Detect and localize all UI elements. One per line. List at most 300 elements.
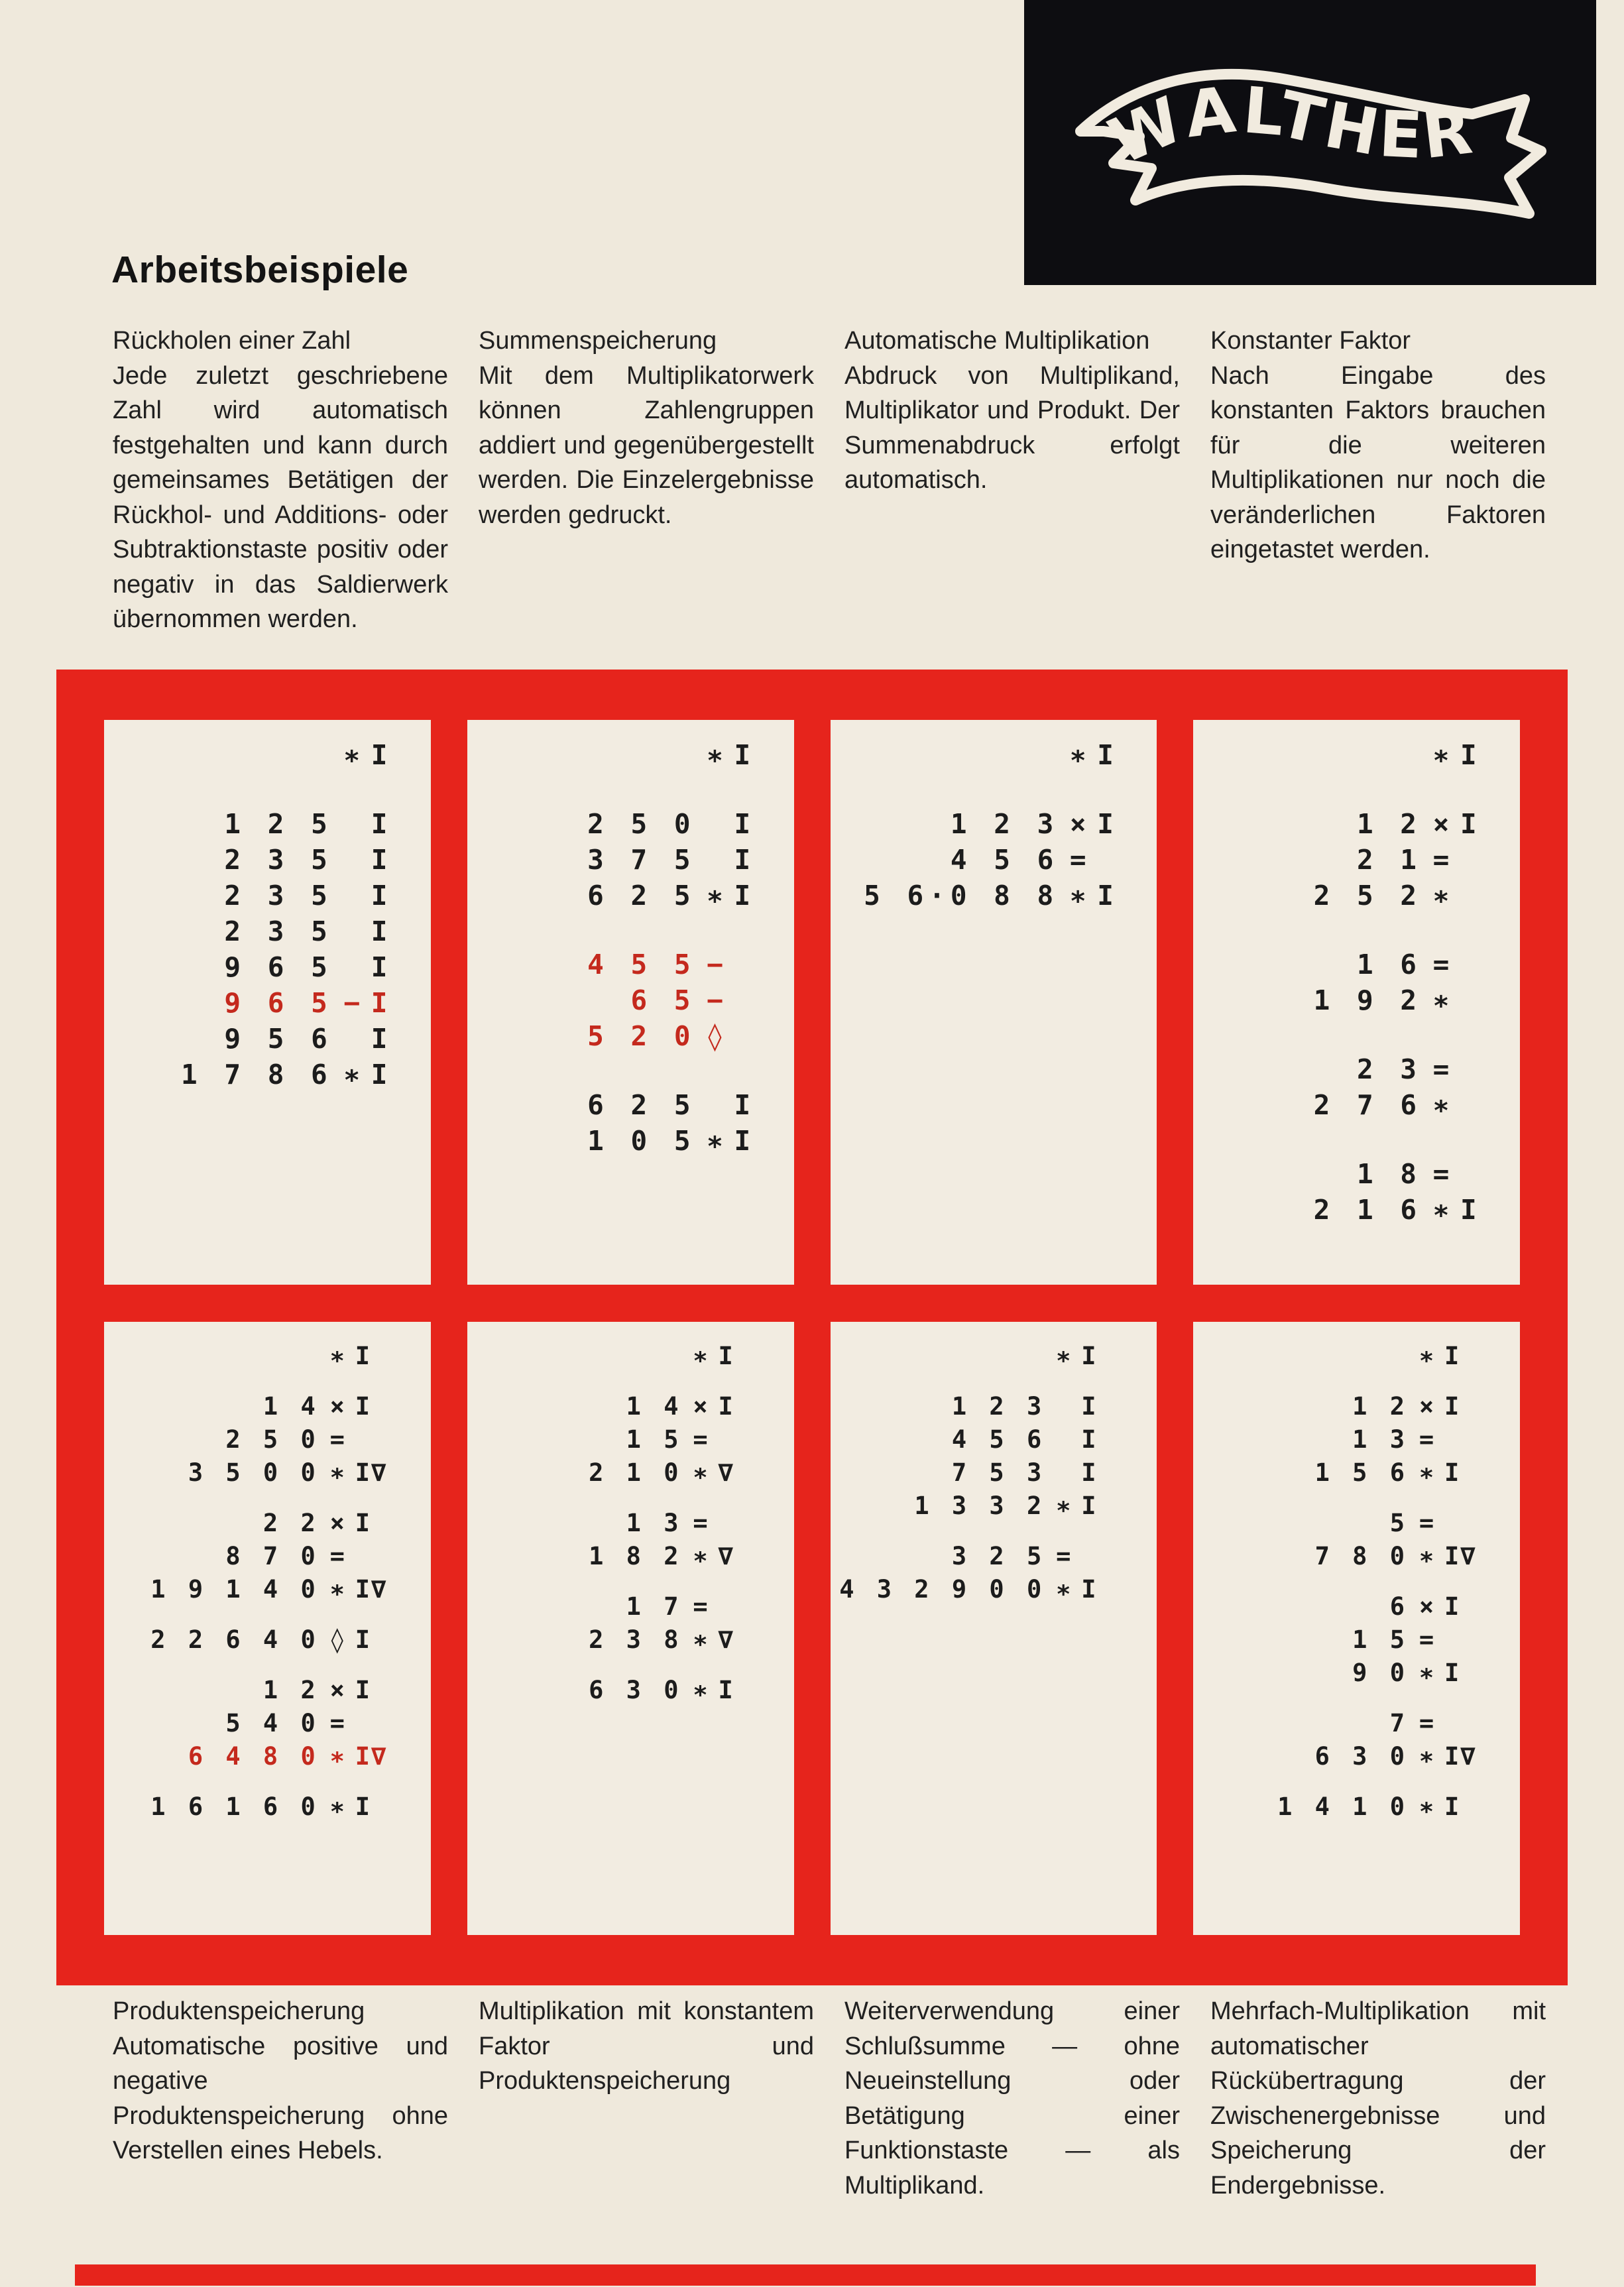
tape-gap: [490, 773, 772, 806]
tape-operator-symbol: ×: [329, 1391, 345, 1421]
tape-number: 2 2 6 4 0: [150, 1625, 319, 1654]
tape-operator-symbol: =: [1419, 1625, 1434, 1654]
tape-register-symbol: I: [355, 1391, 372, 1421]
tape-number: 1 2 3: [951, 1391, 1046, 1421]
column-title: Konstanter Faktor: [1210, 327, 1411, 355]
tape-operator-symbol: ◊: [329, 1625, 345, 1654]
column-title: Automatische Multiplikation: [844, 327, 1150, 355]
tape-line: [490, 1423, 772, 1456]
tape-line: [127, 842, 408, 878]
tape-number: 5 2 0: [587, 1020, 696, 1052]
tape-gap: [1216, 1372, 1497, 1389]
tape-operator-symbol: ∗: [693, 1541, 708, 1570]
tape-operator-symbol: ∗: [707, 739, 723, 771]
tape-number: 7 5 3: [951, 1458, 1046, 1487]
tape-register-symbol: I: [1081, 1341, 1098, 1370]
tape-line: [127, 1539, 408, 1572]
tape-line: [490, 1623, 772, 1656]
tape-operator-symbol: =: [1056, 1541, 1071, 1570]
tape-number: 1 7: [626, 1592, 683, 1621]
tape-operator-symbol: =: [329, 1708, 345, 1737]
tape-number: 1 4: [626, 1391, 683, 1421]
tape-line: [490, 1389, 772, 1423]
tape-line: [490, 947, 772, 982]
tape-operator-symbol: =: [329, 1541, 345, 1570]
tape-gap: [490, 1656, 772, 1673]
tape-register-symbol: I: [1444, 1592, 1461, 1621]
tape-operator-symbol: ∗: [329, 1574, 345, 1604]
tape-register-symbol: I: [1081, 1425, 1098, 1454]
tape-number: 1 3: [626, 1508, 683, 1537]
caption-body: Weiterverwendung einer Schlußsumme — ohne Neueinstellung oder Betätigung einer Funktionstaste — als Multiplikand.: [844, 1997, 1180, 2199]
tape-line: [1216, 982, 1497, 1018]
tape-operator-symbol: =: [1432, 1158, 1450, 1190]
tape-operator-symbol: =: [693, 1425, 708, 1454]
tape-line: [1216, 1192, 1497, 1228]
column-body: Mit dem Multiplikatorwerk können Zahlengruppen addiert und gegenübergestellt werden. Die Einzelergebnisse werden gedruckt.: [479, 361, 814, 529]
tape-gap: [127, 1372, 408, 1389]
tape-operator-symbol: ∗: [707, 880, 723, 911]
tape-number: 1 4 1 0: [1277, 1792, 1409, 1821]
tape-number: 2 5 0: [225, 1425, 319, 1454]
tape-number: 5: [1389, 1508, 1409, 1537]
tape-line: [490, 842, 772, 878]
tape-line: [490, 1673, 772, 1706]
tape-gap: [1216, 1572, 1497, 1590]
caption-title: Produktenspeicherung: [113, 1997, 365, 2025]
tape-line: [1216, 1456, 1497, 1489]
tape-register-symbol: I: [355, 1341, 372, 1370]
tape-line: [1216, 842, 1497, 878]
tape-operator-symbol: ∗: [693, 1675, 708, 1704]
tape-line: [1216, 1739, 1497, 1773]
tape-operator-symbol: ∗: [1432, 1089, 1450, 1121]
tape-number: 2 3 8: [589, 1625, 683, 1654]
tape-number: 1 5: [626, 1425, 683, 1454]
tape-gap: [1216, 1123, 1497, 1156]
tape-line: [127, 1389, 408, 1423]
column-body: Nach Eingabe des konstanten Faktors brauchen für die weiteren Multiplikationen nur noch die veränderlichen Faktoren eingetastet werden.: [1210, 361, 1546, 563]
tape-register-symbol: I: [371, 1023, 389, 1055]
footer-red-bar: [75, 2264, 1536, 2286]
tape-operator-symbol: ∗: [343, 1059, 361, 1090]
tape-operator-symbol: =: [1069, 844, 1086, 876]
tape-line: [853, 1423, 1135, 1456]
tape-gap: [490, 1054, 772, 1087]
tape-operator-symbol: −: [707, 949, 723, 980]
tape-gap: [490, 913, 772, 947]
tape-operator-symbol: ∗: [693, 1625, 708, 1654]
tape-line: [127, 806, 408, 842]
tape-gap: [127, 1773, 408, 1790]
tape-register-symbol: I: [1444, 1458, 1461, 1487]
tape-gap: [1216, 1773, 1497, 1790]
tape-operator-symbol: ×: [1432, 808, 1450, 840]
tape-register-symbol: I∇: [355, 1574, 388, 1604]
tape-number: 1 2: [1352, 1391, 1409, 1421]
tape-operator-symbol: ∗: [329, 1741, 345, 1771]
tape-register-symbol: I: [371, 808, 389, 840]
tape-number: 1 2: [262, 1675, 319, 1704]
description-column: [479, 323, 814, 532]
tape-register-symbol: I: [1081, 1574, 1098, 1604]
tape-line: [127, 878, 408, 913]
tape-line: [1216, 1051, 1497, 1087]
tape-number: 8 7 0: [225, 1541, 319, 1570]
tape-register-symbol: I: [1097, 808, 1115, 840]
tape-header-mark: [490, 737, 772, 773]
tape-register-symbol: I: [371, 987, 389, 1019]
tape-number: 2 2: [262, 1508, 319, 1537]
column-body: Abdruck von Multiplikand, Multiplikator und Produkt. Der Summenabdruck erfolgt automatisch.: [844, 361, 1180, 494]
tape-number: 4 5 5: [587, 949, 696, 980]
tape-register-symbol: I∇: [355, 1741, 388, 1771]
tape-line: [490, 982, 772, 1018]
tape-register-symbol: I: [718, 1341, 734, 1370]
tape-number: 6 3 0: [1314, 1741, 1409, 1771]
tape-gap: [127, 1606, 408, 1623]
column-body: Jede zuletzt geschriebene Zahl wird automatisch festgehalten und kann durch gemeinsames Betätigen der Rückhol- und Additions- oder Subtraktionstaste positiv oder negativ in das Saldierwerk übernommen werden.: [113, 361, 448, 633]
tape-operator-symbol: =: [1432, 844, 1450, 876]
tape-line: [839, 1572, 1135, 1606]
tape-line: [490, 1018, 772, 1054]
tape-number: 1 3 3 2: [914, 1491, 1046, 1520]
tape-operator-symbol: =: [1419, 1425, 1434, 1454]
tape-number: 9 6 5: [224, 987, 333, 1019]
examples-frame: [56, 670, 1568, 1985]
tape-operator-symbol: ∗: [1432, 739, 1450, 771]
tape-line: [127, 1456, 408, 1489]
tape-number: 2 7 6: [1313, 1089, 1422, 1121]
tape-number: 1 5 6: [1314, 1458, 1409, 1487]
tape-line: [1216, 1423, 1497, 1456]
tape-operator-symbol: =: [329, 1425, 345, 1454]
tape-line: [127, 949, 408, 985]
tape-register-symbol: I: [371, 880, 389, 911]
tape-number: 6 4 8 0: [188, 1741, 319, 1771]
tape-line: [853, 1489, 1135, 1522]
tape-line: [1216, 1623, 1497, 1656]
tape-operator-symbol: −: [343, 987, 361, 1019]
tape-line: [1216, 1156, 1497, 1192]
tape-line: [127, 1673, 408, 1706]
tape-register-symbol: I: [355, 1675, 372, 1704]
tape-operator-symbol: ∗: [1069, 739, 1086, 771]
tape-register-symbol: I: [355, 1792, 372, 1821]
caption-column: [113, 1994, 448, 2168]
tape-number: 1 4: [262, 1391, 319, 1421]
tape-operator-symbol: ×: [1069, 808, 1086, 840]
description-column: [1210, 323, 1546, 567]
tape-operator-symbol: =: [1432, 949, 1450, 980]
tape-line: [1216, 1087, 1497, 1123]
tape-operator-symbol: ∗: [329, 1341, 345, 1370]
tape-panel: [467, 720, 794, 1285]
tape-operator-symbol: −: [707, 984, 723, 1016]
tape-operator-symbol: ∗: [1056, 1574, 1071, 1604]
tape-line: [490, 1590, 772, 1623]
tape-register-symbol: I∇: [355, 1458, 388, 1487]
tape-panel: [831, 720, 1157, 1285]
tape-register-symbol: I: [734, 808, 752, 840]
tape-number: 1 2 3: [950, 808, 1059, 840]
column-title: Rückholen einer Zahl: [113, 327, 351, 355]
tape-operator-symbol: ∗: [1069, 880, 1086, 911]
description-column: [844, 323, 1180, 498]
walther-banner-icon: [1024, 0, 1596, 285]
tape-header-mark: [1216, 737, 1497, 773]
tape-operator-symbol: ×: [1419, 1391, 1434, 1421]
tape-operator-symbol: ∗: [329, 1458, 345, 1487]
tape-register-symbol: I: [1081, 1458, 1098, 1487]
tape-register-symbol: I: [734, 1089, 752, 1121]
tape-register-symbol: I: [1081, 1491, 1098, 1520]
tape-number: 2 1 0: [589, 1458, 683, 1487]
tape-register-symbol: I: [1097, 880, 1115, 911]
caption-column: [1210, 1994, 1546, 2203]
tape-number: 1 6 1 6 0: [150, 1792, 319, 1821]
tape-gap: [1216, 913, 1497, 947]
tape-header-mark: [490, 1339, 772, 1372]
tape-operator-symbol: ◊: [707, 1020, 723, 1052]
tape-number: 6 2 5: [587, 1089, 696, 1121]
tape-number: 3 2 5: [951, 1541, 1046, 1570]
tape-register-symbol: I: [355, 1508, 372, 1537]
tape-register-symbol: I: [1444, 1341, 1461, 1370]
tape-line: [1216, 1790, 1497, 1823]
tape-number: 4 3 2 9 0 0: [839, 1574, 1046, 1604]
tape-line: [127, 1506, 408, 1539]
tape-register-symbol: I: [1444, 1391, 1461, 1421]
tape-operator-symbol: ×: [693, 1391, 708, 1421]
tape-register-symbol: ∇: [718, 1625, 734, 1654]
tape-number: 1 3: [1352, 1425, 1409, 1454]
tape-register-symbol: I: [1444, 1792, 1461, 1821]
tape-line: [853, 1456, 1135, 1489]
tape-line: [1216, 1706, 1497, 1739]
tape-number: 2 1 6: [1313, 1194, 1422, 1226]
tape-operator-symbol: ×: [329, 1675, 345, 1704]
tape-panel: [467, 1322, 794, 1935]
tape-number: 7 8 0: [1314, 1541, 1409, 1570]
tape-gap: [490, 1572, 772, 1590]
tape-operator-symbol: ∗: [707, 1125, 723, 1157]
tape-number: 1 9 1 4 0: [150, 1574, 319, 1604]
tape-register-symbol: I: [371, 915, 389, 947]
tape-register-symbol: I: [718, 1391, 734, 1421]
tape-line: [853, 878, 1135, 913]
tape-number: 4 5 6: [951, 1425, 1046, 1454]
caption-body: Multiplikation mit konstantem Faktor und Produktenspeicherung: [479, 1997, 814, 2095]
tape-operator-symbol: ∗: [693, 1458, 708, 1487]
tape-panel: [1193, 720, 1520, 1285]
tape-operator-symbol: =: [1419, 1508, 1434, 1537]
tape-register-symbol: I: [1444, 1658, 1461, 1687]
tape-register-symbol: I: [734, 880, 752, 911]
tape-number: 1 6: [1356, 949, 1422, 980]
tape-number: 2 3 5: [224, 915, 333, 947]
tape-register-symbol: I: [371, 739, 389, 771]
tape-operator-symbol: ∗: [343, 739, 361, 771]
tape-number: 2 3: [1356, 1053, 1422, 1085]
tape-number: 1 8: [1356, 1158, 1422, 1190]
tape-number: 6 2 5: [587, 880, 696, 911]
tape-number: 2 1: [1356, 844, 1422, 876]
tape-gap: [127, 773, 408, 806]
tape-header-mark: [1216, 1339, 1497, 1372]
tape-number: 2 5 0: [587, 808, 696, 840]
tape-register-symbol: I: [734, 844, 752, 876]
tape-operator-symbol: ∗: [1419, 1658, 1434, 1687]
tape-register-symbol: I∇: [1444, 1741, 1477, 1771]
tape-number: 5 6·0 8 8: [864, 880, 1059, 911]
tape-number: 1 9 2: [1313, 984, 1422, 1016]
tape-operator-symbol: ∗: [1432, 880, 1450, 911]
tape-line: [127, 985, 408, 1021]
brand-logo-box: [1024, 0, 1596, 285]
tape-line: [853, 806, 1135, 842]
tape-register-symbol: ∇: [718, 1458, 734, 1487]
tape-register-symbol: I: [1460, 808, 1478, 840]
tape-operator-symbol: ∗: [693, 1341, 708, 1370]
tape-header-mark: [853, 1339, 1135, 1372]
tape-line: [127, 1572, 408, 1606]
tape-operator-symbol: ∗: [1419, 1458, 1434, 1487]
tape-register-symbol: I: [355, 1625, 372, 1654]
tape-line: [490, 806, 772, 842]
tape-number: 1 8 2: [589, 1541, 683, 1570]
tape-number: 9 5 6: [224, 1023, 333, 1055]
tape-operator-symbol: ∗: [1056, 1491, 1071, 1520]
tape-gap: [853, 1372, 1135, 1389]
tape-line: [127, 1057, 408, 1092]
tape-line: [853, 1389, 1135, 1423]
tape-register-symbol: I: [1081, 1391, 1098, 1421]
tape-number: 6 3 0: [589, 1675, 683, 1704]
tape-operator-symbol: =: [693, 1508, 708, 1537]
tape-number: 3 5 0 0: [188, 1458, 319, 1487]
tape-number: 1 0 5: [587, 1125, 696, 1157]
tape-register-symbol: I: [1460, 739, 1478, 771]
tape-gap: [127, 1489, 408, 1506]
tape-line: [1216, 878, 1497, 913]
column-title: Summenspeicherung: [479, 327, 717, 355]
tape-number: 3 7 5: [587, 844, 696, 876]
tape-line: [127, 1623, 408, 1656]
tape-operator-symbol: ∗: [1432, 984, 1450, 1016]
tape-register-symbol: I: [734, 739, 752, 771]
caption-body: Mehrfach-Multiplikation mit automatischer Rückübertragung der Zwischenergebnisse und Speicherung der Endergebnisse.: [1210, 1997, 1546, 2199]
tape-operator-symbol: ∗: [1419, 1792, 1434, 1821]
tape-panel: [831, 1322, 1157, 1935]
tape-register-symbol: I: [371, 1059, 389, 1090]
tape-register-symbol: I: [371, 951, 389, 983]
tape-line: [490, 1506, 772, 1539]
tape-number: 2 3 5: [224, 880, 333, 911]
tape-register-symbol: I: [371, 844, 389, 876]
tape-number: 1 5: [1352, 1625, 1409, 1654]
tape-operator-symbol: =: [1419, 1708, 1434, 1737]
tape-register-symbol: I∇: [1444, 1541, 1477, 1570]
tape-number: 2 5 2: [1313, 880, 1422, 911]
tape-gap: [127, 1656, 408, 1673]
tape-gap: [490, 1489, 772, 1506]
description-column: [113, 323, 448, 637]
tape-gap: [1216, 1489, 1497, 1506]
tape-operator-symbol: ∗: [1419, 1741, 1434, 1771]
tape-register-symbol: ∇: [718, 1541, 734, 1570]
tape-operator-symbol: ∗: [329, 1792, 345, 1821]
tape-panel: [104, 720, 431, 1285]
tape-line: [127, 1706, 408, 1739]
tape-panel: [1193, 1322, 1520, 1935]
tape-number: 4 5 6: [950, 844, 1059, 876]
tape-operator-symbol: ∗: [1419, 1541, 1434, 1570]
tape-register-symbol: I: [1460, 1194, 1478, 1226]
tape-operator-symbol: ∗: [1419, 1341, 1434, 1370]
tape-operator-symbol: =: [1432, 1053, 1450, 1085]
tape-register-symbol: I: [718, 1675, 734, 1704]
tape-number: 9 0: [1352, 1658, 1409, 1687]
tape-number: 1 2 5: [224, 808, 333, 840]
caption-column: [479, 1994, 814, 2099]
tape-number: 7: [1389, 1708, 1409, 1737]
tape-panel: [104, 1322, 431, 1935]
tape-gap: [1216, 1018, 1497, 1051]
caption-body: Automatische positive und negative Produktenspeicherung ohne Verstellen eines Hebels.: [113, 2032, 448, 2164]
tape-line: [853, 1539, 1135, 1572]
tape-line: [490, 1456, 772, 1489]
tape-number: 2 3 5: [224, 844, 333, 876]
tape-register-symbol: I: [734, 1125, 752, 1157]
tape-gap: [853, 1522, 1135, 1539]
tape-line: [127, 913, 408, 949]
tape-number: 1 2: [1356, 808, 1422, 840]
tape-line: [490, 1123, 772, 1159]
tape-line: [127, 1739, 408, 1773]
tape-line: [490, 878, 772, 913]
tape-gap: [490, 1372, 772, 1389]
tape-operator-symbol: ∗: [1432, 1194, 1450, 1226]
page-title: Arbeitsbeispiele: [111, 249, 409, 291]
tape-line: [1216, 1506, 1497, 1539]
tape-number: 5 4 0: [225, 1708, 319, 1737]
tape-header-mark: [127, 737, 408, 773]
tape-gap: [1216, 1689, 1497, 1706]
tape-line: [1216, 947, 1497, 982]
tape-number: 6: [1389, 1592, 1409, 1621]
tape-operator-symbol: ×: [1419, 1592, 1434, 1621]
tape-number: 6 5: [630, 984, 696, 1016]
tape-header-mark: [127, 1339, 408, 1372]
tape-number: 9 6 5: [224, 951, 333, 983]
tape-line: [490, 1539, 772, 1572]
tape-line: [490, 1087, 772, 1123]
tape-line: [1216, 806, 1497, 842]
tape-line: [127, 1790, 408, 1823]
tape-line: [1216, 1389, 1497, 1423]
tape-line: [127, 1021, 408, 1057]
tape-line: [853, 842, 1135, 878]
tape-gap: [853, 773, 1135, 806]
walther-wordmark: WALTHER: [1098, 72, 1480, 179]
tape-operator-symbol: ∗: [1056, 1341, 1071, 1370]
tape-register-symbol: I: [1097, 739, 1115, 771]
tape-line: [1216, 1539, 1497, 1572]
tape-operator-symbol: =: [693, 1592, 708, 1621]
tape-operator-symbol: ×: [329, 1508, 345, 1537]
tape-line: [1216, 1590, 1497, 1623]
